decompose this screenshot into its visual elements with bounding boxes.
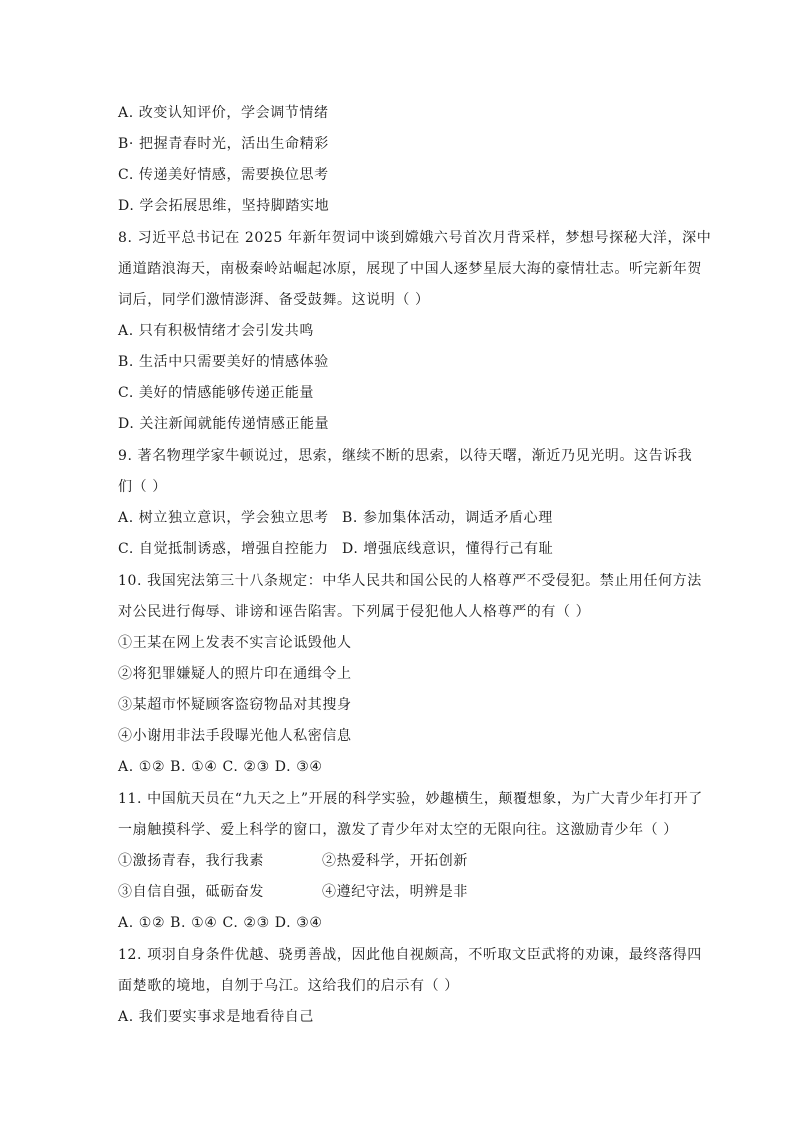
q7-option-b: B· 把握青春时光，活出生命精彩	[118, 136, 329, 152]
q9-stem-line-1: 9. 著名物理学家牛顿说过，思索，继续不断的思索，以待天曙，渐近乃见光明。这告诉我	[118, 448, 693, 464]
q10-statement-3: ③某超市怀疑顾客盗窃物品对其搜身	[118, 697, 352, 713]
q11-options: A. ①② B. ①④ C. ②③ D. ③④	[118, 915, 323, 931]
q8-stem-line-2: 通道踏浪海天，南极秦岭站崛起冰原，展现了中国人逐梦星辰大海的豪情壮志。听完新年贺	[118, 261, 702, 277]
q8-option-a: A. 只有积极情绪才会引发共鸣	[118, 323, 315, 339]
q9-option-c: C. 自觉抵制诱惑，增强自控能力	[118, 541, 329, 557]
q8-stem-line-1: 8. 习近平总书记在 2025 年新年贺词中谈到嫦娥六号首次月背采样，梦想号探秘大洋，深中	[118, 230, 712, 246]
q11-statement-4: ④遵纪守法，明辨是非	[322, 884, 468, 900]
q9-option-b: B. 参加集体活动，调适矛盾心理	[342, 510, 553, 526]
q9-option-d: D. 增强底线意识，懂得行己有耻	[342, 541, 554, 557]
q9-stem-line-2: 们（ ）	[118, 479, 167, 495]
q8-option-b: B. 生活中只需要美好的情感体验	[118, 354, 329, 370]
q10-stem-line-2: 对公民进行侮辱、诽谤和诬告陷害。下列属于侵犯他人人格尊严的有（ ）	[118, 604, 591, 620]
q8-stem-line-3: 词后，同学们激情澎湃、备受鼓舞。这说明（ ）	[118, 292, 430, 308]
q9-option-a: A. 树立独立意识，学会独立思考	[118, 510, 329, 526]
q8-option-d: D. 关注新闻就能传递情感正能量	[118, 416, 330, 432]
q8-option-c: C. 美好的情感能够传递正能量	[118, 385, 315, 401]
q11-statement-3: ③自信自强，砥砺奋发	[118, 884, 264, 900]
q11-stem-line-2: 一扇触摸科学、爱上科学的窗口，激发了青少年对太空的无限向往。这激励青少年（ ）	[118, 822, 678, 838]
q11-stem-line-1: 11. 中国航天员在“九天之上”开展的科学实验，妙趣横生，颠覆想象，为广大青少年打开了	[118, 791, 703, 807]
q7-option-a: A. 改变认知评价，学会调节情绪	[118, 105, 329, 121]
q12-option-a: A. 我们要实事求是地看待自己	[118, 1009, 315, 1025]
q11-statement-2: ②热爱科学，开拓创新	[322, 853, 468, 869]
q11-statement-1: ①激扬青春，我行我素	[118, 853, 264, 869]
q12-stem-line-2: 面楚歌的境地，自刎于乌江。这给我们的启示有（ ）	[118, 978, 459, 994]
q10-stem-line-1: 10. 我国宪法第三十八条规定：中华人民共和国公民的人格尊严不受侵犯。禁止用任何方法	[118, 573, 702, 589]
q12-stem-line-1: 12. 项羽自身条件优越、骁勇善战，因此他自视颇高，不听取文臣武将的劝谏，最终落得四	[118, 947, 702, 963]
q10-statement-1: ①王某在网上发表不实言论诋毁他人	[118, 635, 352, 651]
q10-statement-4: ④小谢用非法手段曝光他人私密信息	[118, 728, 352, 744]
q10-options: A. ①② B. ①④ C. ②③ D. ③④	[118, 759, 323, 775]
q10-statement-2: ②将犯罪嫌疑人的照片印在通缉令上	[118, 666, 352, 682]
q7-option-c: C. 传递美好情感，需要换位思考	[118, 167, 329, 183]
q7-option-d: D. 学会拓展思维，坚持脚踏实地	[118, 198, 330, 214]
